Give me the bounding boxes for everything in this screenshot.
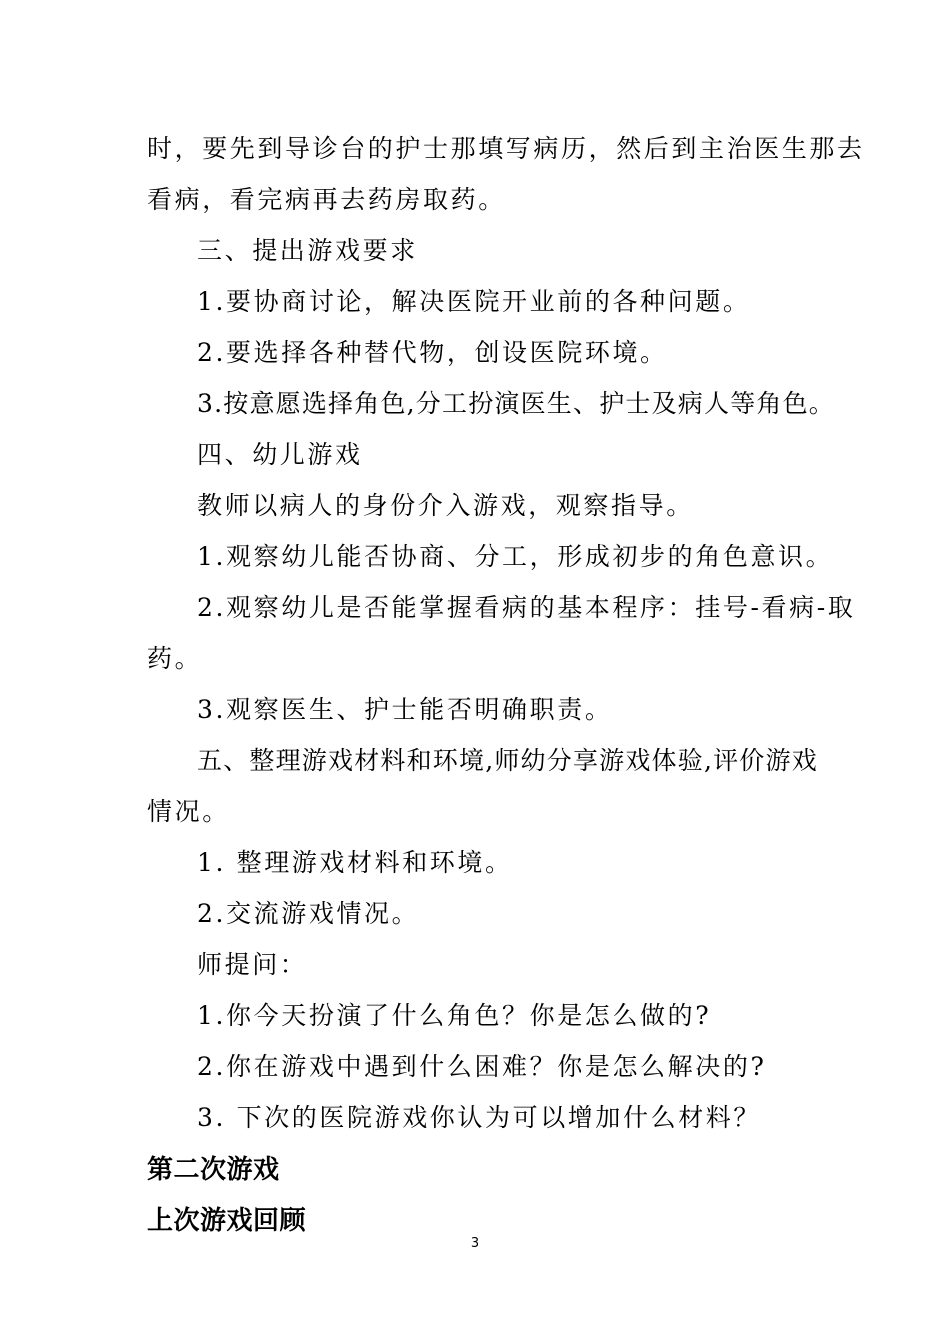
body-line: 时，要先到导诊台的护士那填写病历，然后到主治医生那去 [147,134,865,163]
heading-last-game-review: 上次游戏回顾 [147,1206,307,1236]
list-item: 3.按意愿选择角色,分工扮演医生、护士及病人等角色。 [197,389,836,418]
section-heading-4: 四、幼儿游戏 [197,440,363,469]
page-number: 3 [470,1236,480,1251]
body-line: 药。 [147,644,203,673]
body-line: 看病，看完病再去药房取药。 [147,185,506,214]
list-item: 3.观察医生、护士能否明确职责。 [197,695,613,724]
list-item: 1.观察幼儿能否协商、分工，形成初步的角色意识。 [197,542,834,571]
body-line: 教师以病人的身份介入游戏，观察指导。 [197,491,694,520]
heading-second-game: 第二次游戏 [147,1155,280,1185]
list-item: 1. 整理游戏材料和环境。 [197,848,513,877]
list-item: 2.要选择各种替代物，创设医院环境。 [197,338,668,367]
body-line: 情况。 [147,797,230,826]
section-heading-3: 三、提出游戏要求 [197,236,418,265]
section-heading-5: 五、整理游戏材料和环境,师幼分享游戏体验,评价游戏 [197,746,818,775]
body-line: 师提问： [197,950,308,979]
list-item: 2.你在游戏中遇到什么困难？你是怎么解决的? [197,1052,767,1081]
list-item: 2.观察幼儿是否能掌握看病的基本程序：挂号-看病-取 [197,593,856,622]
list-item: 3. 下次的医院游戏你认为可以增加什么材料？ [197,1103,762,1132]
list-item: 2.交流游戏情况。 [197,899,420,928]
list-item: 1.你今天扮演了什么角色？你是怎么做的? [197,1001,712,1030]
list-item: 1.要协商讨论，解决医院开业前的各种问题。 [197,287,751,316]
